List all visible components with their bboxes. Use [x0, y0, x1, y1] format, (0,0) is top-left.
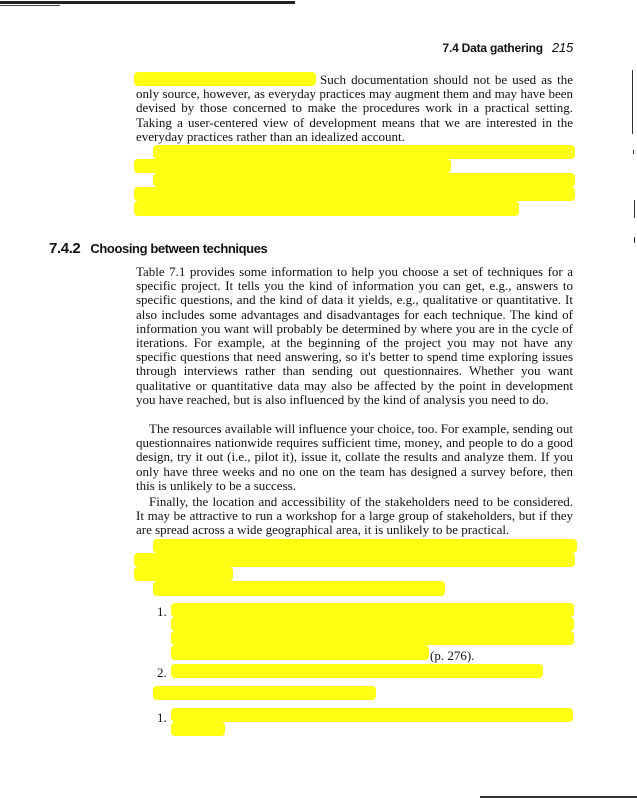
- redaction-highlight: [171, 631, 574, 645]
- body-paragraph-1: Table 7.1 provides some information to help you choose a set of techniques for a specific project. It tells you the kind of information you can get, e.g., answers to specific questions, and the kind of data it yields, e.g., qualitative or quantitative. It also includes some advantages and disadvantages for each technique. The kind of information you want will probably be determined by where you are in the cycle of iterations. For example, at the beginning of the project you may not have any specific questions that need answering, so it's better to spend time exploring issues through interviews rather than sending out questionnaires. Whether you want qualitative or quantitative data may also be affected by the point in development you have reached, but is also influenced by the kind of analysis you need to do.: [136, 264, 573, 407]
- redaction-highlight: [171, 603, 574, 617]
- list-item-number: 1.: [157, 710, 167, 725]
- redaction-highlight: [153, 173, 575, 187]
- section-heading: [49, 240, 267, 257]
- redaction-highlight: [153, 539, 577, 553]
- margin-mark: [634, 237, 635, 243]
- section-title: Choosing between techniques: [90, 241, 268, 256]
- margin-mark: [632, 70, 633, 134]
- redaction-highlight: [171, 645, 429, 660]
- list-item-number: 1.: [157, 604, 167, 619]
- intro-line-5: everyday practices rather than an idealized account.: [136, 128, 405, 144]
- redaction-highlight: [171, 664, 543, 678]
- redaction-highlight: [153, 581, 445, 596]
- page-number: 215: [551, 40, 573, 55]
- bottom-rule: [480, 796, 637, 798]
- redaction-highlight: [171, 722, 225, 736]
- running-head-section: 7.4 Data gathering: [442, 41, 543, 55]
- redaction-highlight: [134, 187, 575, 201]
- intro-line-3: devised by those concerned to make the procedures work in a practical setting.: [136, 100, 573, 116]
- list-item-number: 2.: [157, 665, 167, 680]
- top-rule-secondary: [0, 5, 60, 6]
- redaction-highlight: [134, 201, 519, 216]
- running-head: [442, 40, 573, 55]
- redaction-highlight: [153, 686, 376, 700]
- redaction-highlight: [171, 708, 573, 722]
- redaction-highlight: [134, 159, 451, 173]
- top-rule: [0, 1, 295, 4]
- margin-mark: [633, 150, 634, 154]
- intro-line-4: Taking a user-centered view of development means that we are interested in the: [136, 114, 573, 130]
- redaction-highlight: [171, 617, 574, 631]
- intro-paragraph: [136, 73, 573, 144]
- page-reference: (p. 276).: [430, 648, 475, 663]
- section-number: 7.4.2: [49, 240, 81, 257]
- redaction-highlight: [153, 145, 575, 159]
- intro-line-1: Such documentation should not be used as the: [320, 72, 573, 87]
- intro-line-2: only source, however, as everyday practices may augment them and may have been: [136, 86, 573, 102]
- body-paragraph-2: The resources available will influence your choice, too. For example, sending out questionnaires nationwide requires sufficient time, money, and people to do a good design, try it out (i.e., pilot it), issue it, collate the results and analyze them. If you only have three weeks and no one on the team has designed a survey before, then this is unlikely to be a success.: [136, 421, 573, 493]
- margin-mark: [634, 200, 635, 218]
- redaction-highlight: [134, 553, 575, 567]
- redaction-highlight: [134, 567, 233, 581]
- body-paragraph-3: Finally, the location and accessibility of the stakeholders need to be considered. It may be attractive to run a workshop for a large group of stakeholders, but if they are spread across a wide geographical area, it is unlikely to be practical.: [136, 494, 573, 538]
